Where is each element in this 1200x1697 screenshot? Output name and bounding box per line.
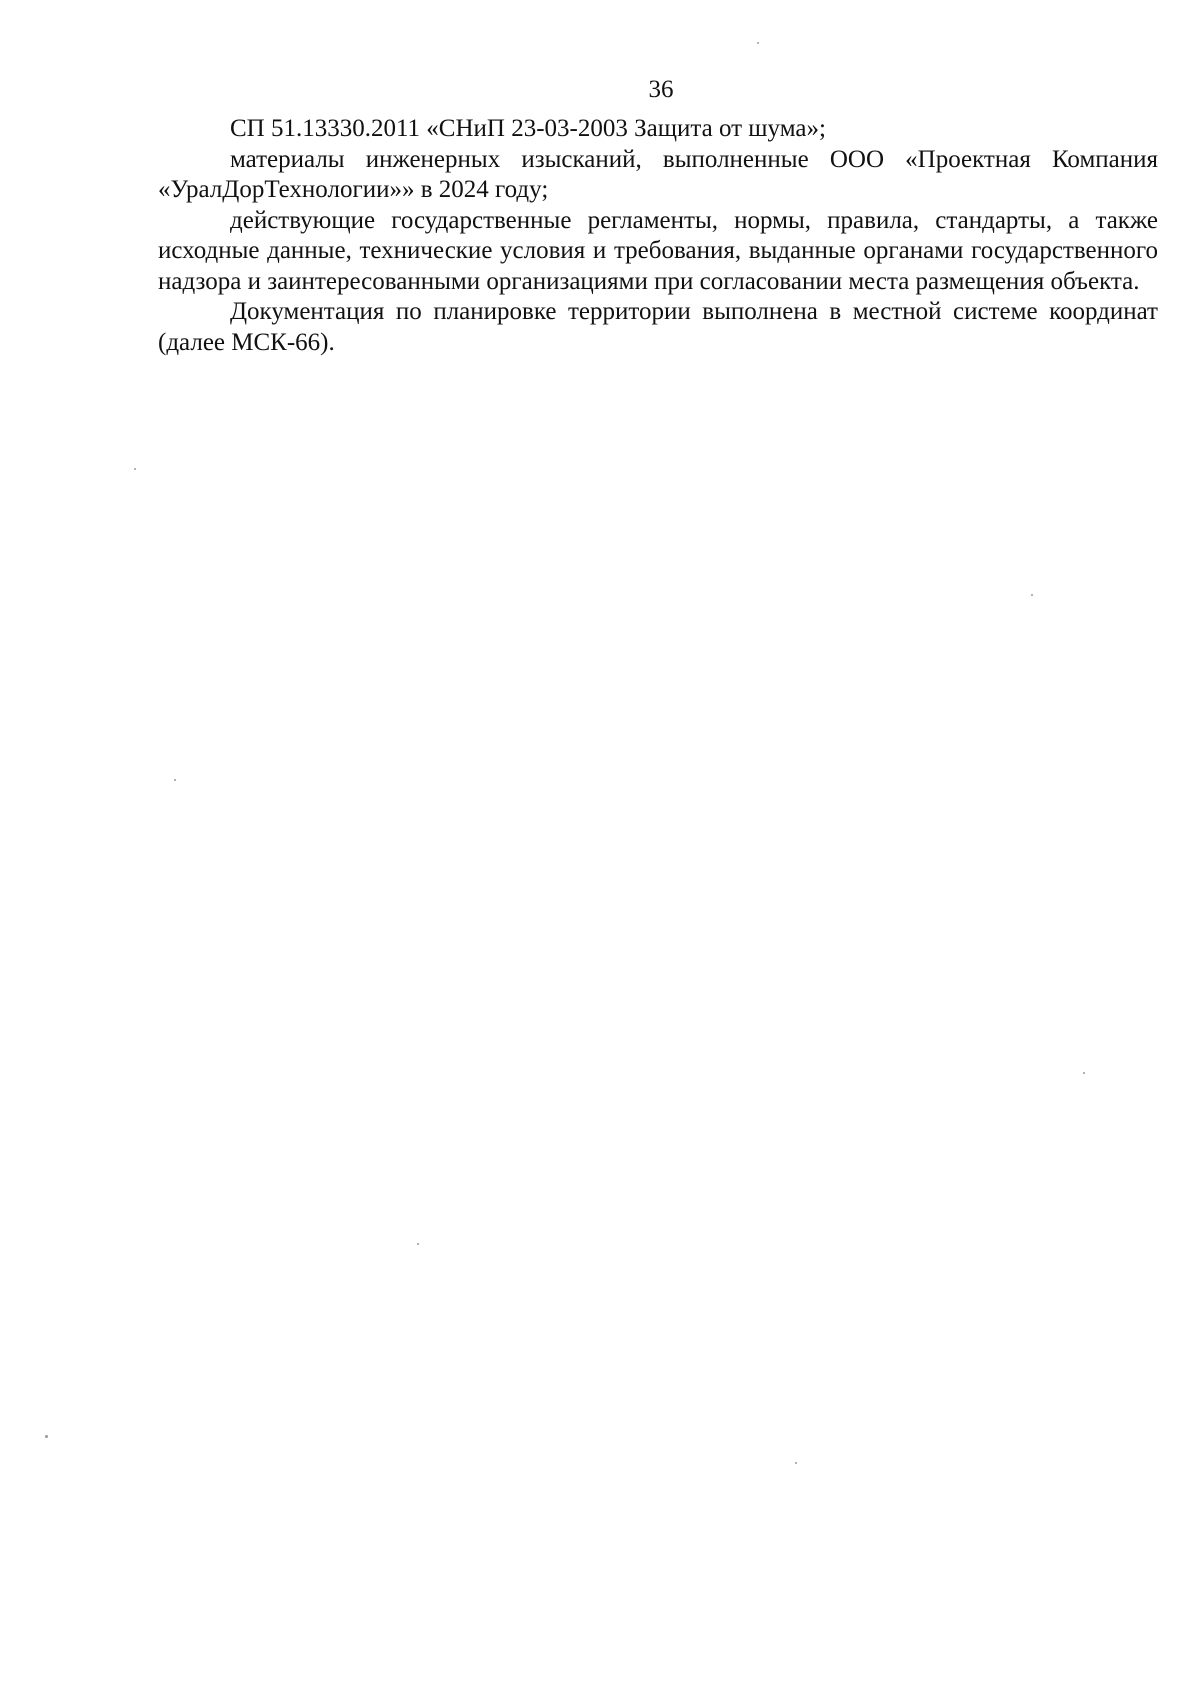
scan-speck <box>134 468 136 470</box>
paragraph-regulations: действующие государственные регламенты, нормы, правила, стандарты, а также исходные данные, технические условия и требования, выданные органами государственного надзора и заинтересованными организациями при согласовании места размещения объекта. <box>158 206 1158 295</box>
page-number: 36 <box>648 76 674 103</box>
paragraph-noise-standard: СП 51.13330.2011 «СНиП 23-03-2003 Защита от шума»; <box>230 115 826 142</box>
scan-speck <box>417 1243 419 1245</box>
scan-speck <box>174 779 176 781</box>
scan-speck <box>45 1435 48 1438</box>
scan-speck <box>1083 1072 1085 1074</box>
document-body <box>158 114 1158 358</box>
scan-speck <box>1031 594 1033 596</box>
paragraph-coordinate-system: Документация по планировке территории выполнена в местной системе координат (далее МСК-66). <box>158 298 1158 356</box>
scan-speck <box>795 1462 797 1464</box>
paragraph-survey-materials: материалы инженерных изысканий, выполненные ООО «Проектная Компания «УралДорТехнологии»» в 2024 году; <box>158 145 1158 203</box>
scan-speck <box>757 42 759 44</box>
